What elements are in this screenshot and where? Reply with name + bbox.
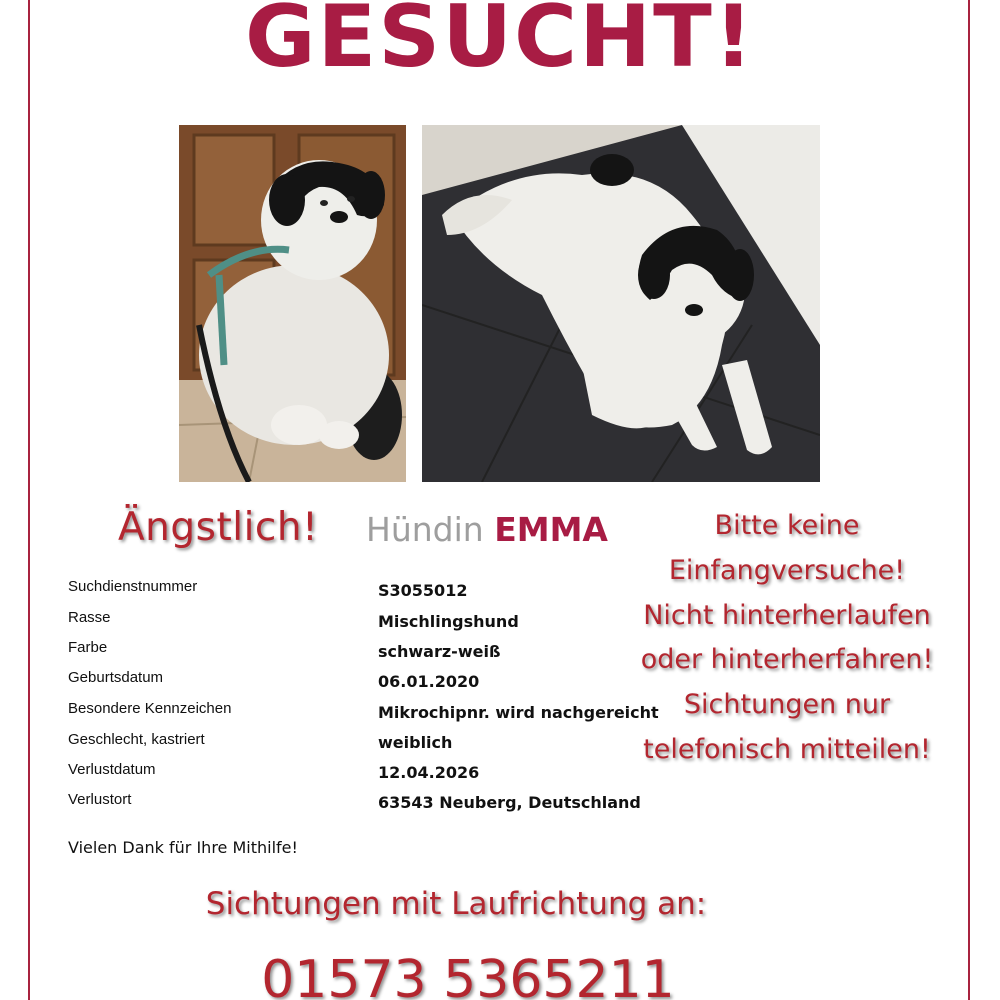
details-label: Farbe bbox=[68, 639, 108, 656]
details-label: Besondere Kennzeichen bbox=[68, 700, 232, 717]
details-value: Mischlingshund bbox=[378, 612, 519, 631]
sightings-instruction: Sichtungen mit Laufrichtung an: bbox=[205, 886, 707, 922]
details-row bbox=[68, 791, 668, 821]
details-row bbox=[68, 731, 668, 761]
dog-photo-lying bbox=[422, 125, 820, 482]
dog-photo-sitting bbox=[179, 125, 406, 482]
details-value: schwarz-weiß bbox=[378, 642, 501, 661]
dog-name: EMMA bbox=[494, 510, 608, 549]
poster-headline: GESUCHT! bbox=[244, 0, 756, 87]
warning-line: oder hinterherfahren! bbox=[640, 644, 934, 676]
details-label: Verlustort bbox=[68, 791, 132, 808]
details-value: S3055012 bbox=[378, 581, 468, 600]
warning-line: telefonisch mitteilen! bbox=[643, 733, 931, 765]
anxious-warning: Ängstlich! bbox=[118, 505, 319, 550]
details-row bbox=[68, 609, 668, 639]
details-row bbox=[68, 578, 668, 608]
dog-name-heading bbox=[366, 510, 608, 549]
warning-line: Nicht hinterherlaufen bbox=[643, 599, 931, 631]
details-row bbox=[68, 700, 668, 730]
dog-sex-label: Hündin bbox=[366, 510, 484, 549]
details-label: Geburtsdatum bbox=[68, 669, 164, 686]
contact-phone: 01573 5365211 bbox=[261, 950, 675, 1000]
details-value: weiblich bbox=[378, 733, 453, 752]
details-value: 12.04.2026 bbox=[378, 763, 480, 782]
details-row bbox=[68, 761, 668, 791]
details-value: 06.01.2020 bbox=[378, 672, 480, 691]
details-label: Verlustdatum bbox=[68, 761, 156, 778]
details-value: Mikrochipnr. wird nachgereicht bbox=[378, 703, 659, 722]
details-label: Suchdienstnummer bbox=[68, 578, 198, 595]
warning-line: Einfangversuche! bbox=[668, 554, 906, 586]
details-value: 63543 Neuberg, Deutschland bbox=[378, 793, 641, 812]
warning-line: Bitte keine bbox=[714, 510, 860, 541]
warning-line: Sichtungen nur bbox=[683, 689, 891, 721]
details-label: Geschlecht, kastriert bbox=[68, 731, 205, 748]
details-row bbox=[68, 669, 668, 699]
thank-you-note: Vielen Dank für Ihre Mithilfe! bbox=[68, 838, 298, 857]
details-label: Rasse bbox=[68, 609, 111, 626]
details-row bbox=[68, 639, 668, 669]
